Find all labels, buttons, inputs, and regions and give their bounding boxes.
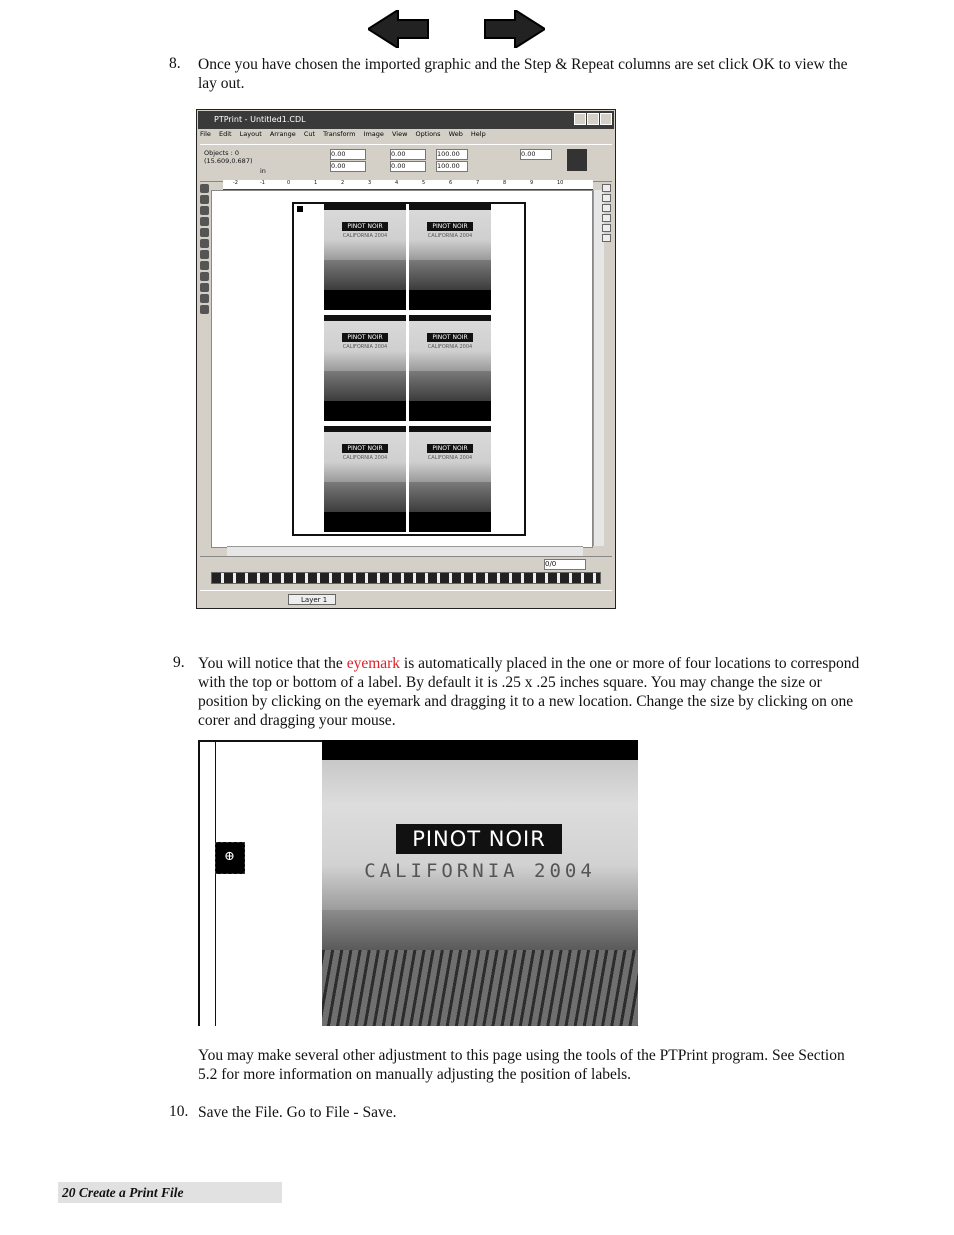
eyemark-small: [297, 206, 303, 212]
toolbox: [199, 182, 211, 342]
menu-cut: Cut: [303, 130, 316, 138]
color-swatch: [567, 149, 587, 171]
window-title: PTPrint - Untitled1.CDL: [214, 115, 306, 124]
eyemark-icon: [215, 842, 245, 874]
label-subtitle: CALIFORNIA 2004: [364, 860, 596, 882]
scale-y-field: 100.00: [436, 161, 468, 172]
ptprint-window-screenshot: [196, 109, 616, 609]
horizontal-ruler: -2 -1 0 1 2 3 4 5 6 7 8 9 10: [223, 180, 593, 190]
label-tile: PINOT NOIR CALIFORNIA 2004: [409, 204, 491, 310]
page-counter: 0/0: [544, 559, 586, 570]
page-frame: [292, 202, 526, 536]
close-icon: [600, 113, 612, 125]
label-tile: PINOT NOIR CALIFORNIA 2004: [324, 426, 406, 532]
note-paragraph: You may make several other adjustment to this page using the tools of the PTPrint program. See Section 5.2 for more information on manually adjusting the position of labels.: [198, 1047, 845, 1083]
label-tile: PINOT NOIR CALIFORNIA 2004: [324, 204, 406, 310]
label-tile: PINOT NOIR CALIFORNIA 2004: [324, 315, 406, 421]
layer-bar: [200, 590, 612, 607]
w-field: 0.00: [390, 149, 426, 160]
menu-help: Help: [470, 130, 486, 138]
forward-arrow-icon[interactable]: [483, 10, 545, 48]
status-bar: [200, 556, 612, 571]
menu-layout: Layout: [239, 130, 262, 138]
menu-view: View: [391, 130, 408, 138]
cursor-coords: (15.609,0.687): [204, 157, 253, 165]
units-label: in: [260, 167, 266, 175]
right-toolbar: [601, 182, 613, 282]
window-titlebar: [198, 111, 614, 129]
minimize-icon: [574, 113, 586, 125]
step-9-text: You will notice that the eyemark is automatically placed in the one or more of four locations to correspond with the top or bottom of a label. By default it is .25 x .25 inches square. You may change the size or position by clicking on the eyemark and dragging it to a new location. Change the size by clicking on one corer and dragging your mouse.: [198, 655, 860, 729]
rotate-field: 0.00: [520, 149, 552, 160]
label-logo: PINOT NOIR: [396, 824, 562, 854]
eyemark-link[interactable]: eyemark: [346, 655, 401, 672]
menu-edit: Edit: [218, 130, 232, 138]
menu-transform: Transform: [323, 130, 356, 138]
menu-bar: [200, 130, 612, 142]
menu-options: Options: [415, 130, 441, 138]
label-tile: PINOT NOIR CALIFORNIA 2004: [409, 426, 491, 532]
scale-x-field: 100.00: [436, 149, 468, 160]
menu-arrange: Arrange: [269, 130, 296, 138]
objects-count: Objects : 0: [204, 149, 240, 157]
label-photo: [322, 740, 638, 1026]
page-footer: 20 Create a Print File: [58, 1182, 282, 1203]
h-field: 0.00: [390, 161, 426, 172]
step-10-text: Save the File. Go to File - Save.: [198, 1104, 397, 1121]
y-field: 0.00: [330, 161, 366, 172]
menu-file: File: [200, 130, 211, 138]
label-tile: PINOT NOIR CALIFORNIA 2004: [409, 315, 491, 421]
maximize-icon: [587, 113, 599, 125]
step-9-number: 9.: [173, 654, 185, 671]
layer-tab: Layer 1: [288, 594, 336, 605]
step-8-number: 8.: [169, 55, 181, 72]
eyemark-closeup: [198, 740, 638, 1026]
color-palette: [211, 572, 601, 584]
menu-web: Web: [448, 130, 463, 138]
property-bar: [200, 144, 612, 182]
menu-image: Image: [363, 130, 384, 138]
step-10-number: 10.: [169, 1103, 189, 1120]
back-arrow-icon[interactable]: [368, 10, 430, 48]
x-field: 0.00: [330, 149, 366, 160]
step-8-text: Once you have chosen the imported graphic and the Step & Repeat columns are set click OK to view the lay out.: [198, 56, 848, 92]
